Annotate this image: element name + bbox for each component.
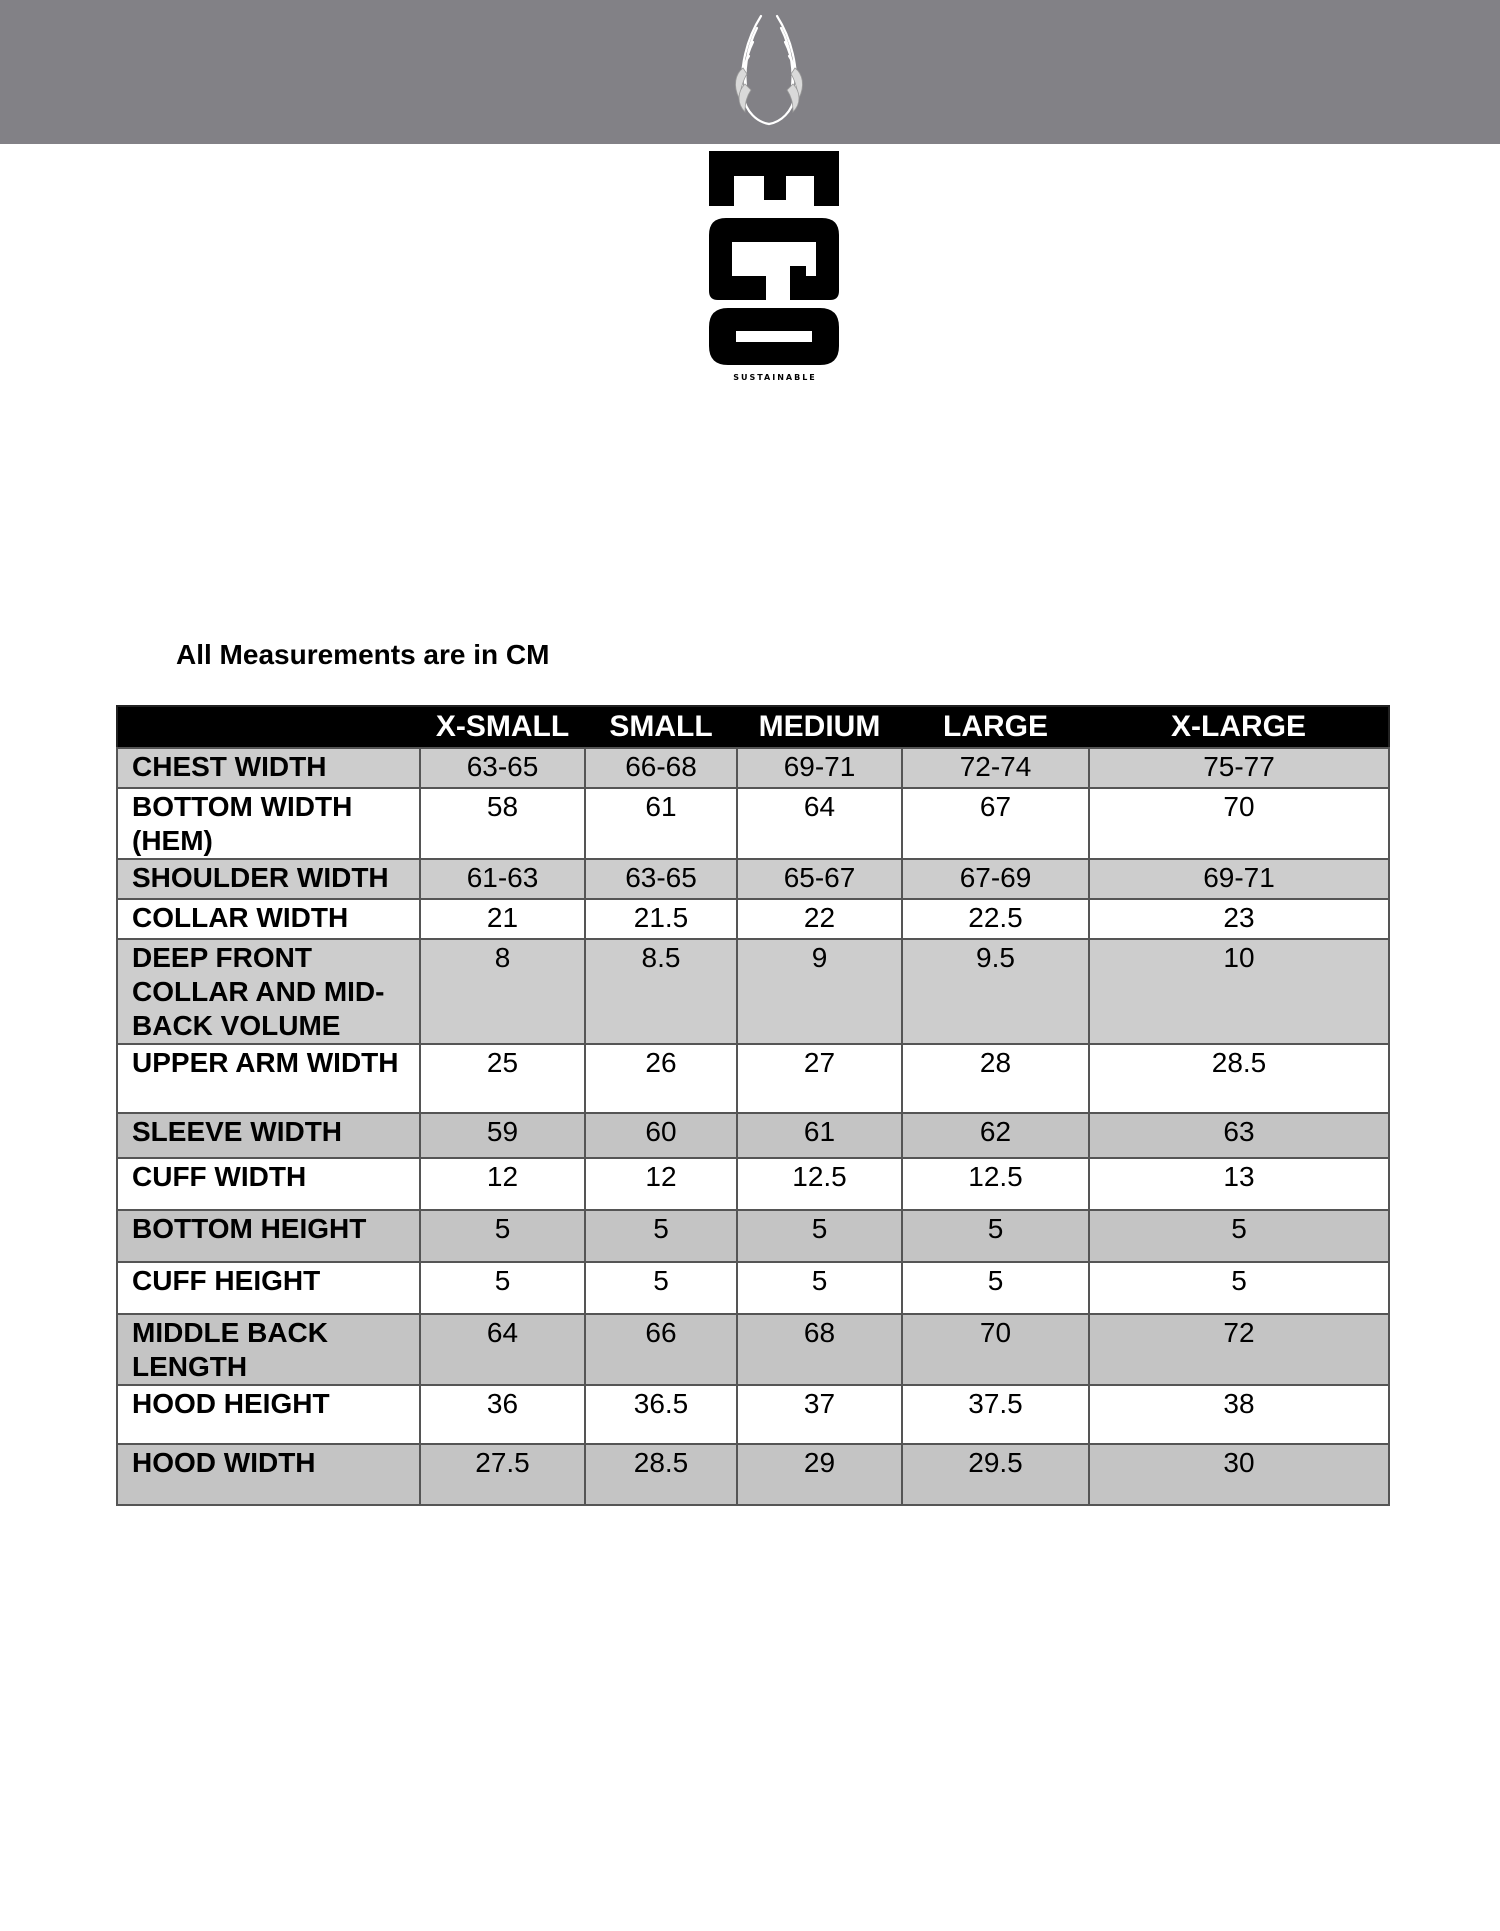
row-label: CUFF WIDTH	[117, 1158, 420, 1210]
table-row	[117, 1262, 1389, 1314]
table-row	[117, 748, 1389, 788]
cell-value: 69-71	[1089, 859, 1389, 899]
cell-value: 66-68	[585, 748, 737, 788]
table-row	[117, 788, 1389, 859]
measurement-note: All Measurements are in CM	[176, 639, 550, 670]
table-row	[117, 1158, 1389, 1210]
brand-tagline: SUSTAINABLE	[733, 373, 817, 382]
table-row	[117, 1444, 1389, 1505]
cell-value: 5	[420, 1210, 585, 1262]
cell-value: 5	[902, 1262, 1089, 1314]
cell-value: 23	[1089, 899, 1389, 939]
cell-value: 28.5	[585, 1444, 737, 1505]
cell-value: 63-65	[585, 859, 737, 899]
cell-value: 36	[420, 1385, 585, 1444]
cell-value: 28.5	[1089, 1044, 1389, 1113]
table-row	[117, 1314, 1389, 1385]
row-label: COLLAR WIDTH	[117, 899, 420, 939]
cell-value: 9	[737, 939, 902, 1044]
cell-value: 13	[1089, 1158, 1389, 1210]
cell-value: 21.5	[585, 899, 737, 939]
cell-value: 61-63	[420, 859, 585, 899]
cell-value: 30	[1089, 1444, 1389, 1505]
table-row	[117, 859, 1389, 899]
cell-value: 63	[1089, 1113, 1389, 1158]
row-label: BOTTOM HEIGHT	[117, 1210, 420, 1262]
cell-value: 60	[585, 1113, 737, 1158]
cell-value: 62	[902, 1113, 1089, 1158]
cell-value: 65-67	[737, 859, 902, 899]
cell-value: 70	[902, 1314, 1089, 1385]
cell-value: 64	[420, 1314, 585, 1385]
row-label: SLEEVE WIDTH	[117, 1113, 420, 1158]
cell-value: 68	[737, 1314, 902, 1385]
table-row	[117, 899, 1389, 939]
table-row	[117, 939, 1389, 1044]
cell-value: 37.5	[902, 1385, 1089, 1444]
cell-value: 70	[1089, 788, 1389, 859]
row-label: HOOD HEIGHT	[117, 1385, 420, 1444]
cell-value: 29	[737, 1444, 902, 1505]
cell-value: 28	[902, 1044, 1089, 1113]
cell-value: 63-65	[420, 748, 585, 788]
table-header-row	[117, 706, 1389, 748]
cell-value: 12	[585, 1158, 737, 1210]
cell-value: 12.5	[902, 1158, 1089, 1210]
cell-value: 26	[585, 1044, 737, 1113]
cell-value: 25	[420, 1044, 585, 1113]
cell-value: 38	[1089, 1385, 1389, 1444]
table-row	[117, 1385, 1389, 1444]
cell-value: 72	[1089, 1314, 1389, 1385]
cell-value: 67	[902, 788, 1089, 859]
cell-value: 9.5	[902, 939, 1089, 1044]
column-header-medium: MEDIUM	[737, 706, 902, 748]
cell-value: 21	[420, 899, 585, 939]
row-label: UPPER ARM WIDTH	[117, 1044, 420, 1113]
cell-value: 29.5	[902, 1444, 1089, 1505]
cell-value: 5	[737, 1262, 902, 1314]
cell-value: 69-71	[737, 748, 902, 788]
row-label: CHEST WIDTH	[117, 748, 420, 788]
size-chart-table	[116, 705, 1390, 1506]
column-header-label	[117, 706, 420, 748]
cell-value: 61	[585, 788, 737, 859]
row-label: SHOULDER WIDTH	[117, 859, 420, 899]
cell-value: 12	[420, 1158, 585, 1210]
table-row	[117, 1113, 1389, 1158]
cell-value: 5	[585, 1262, 737, 1314]
cell-value: 27.5	[420, 1444, 585, 1505]
table-row	[117, 1044, 1389, 1113]
row-label: BOTTOM WIDTH (HEM)	[117, 788, 420, 859]
cell-value: 5	[420, 1262, 585, 1314]
cell-value: 67-69	[902, 859, 1089, 899]
cell-value: 5	[585, 1210, 737, 1262]
row-label: MIDDLE BACK LENGTH	[117, 1314, 420, 1385]
table-row	[117, 1210, 1389, 1262]
row-label: HOOD WIDTH	[117, 1444, 420, 1505]
cell-value: 66	[585, 1314, 737, 1385]
cell-value: 8.5	[585, 939, 737, 1044]
row-label: CUFF HEIGHT	[117, 1262, 420, 1314]
row-label: DEEP FRONT COLLAR AND MID-BACK VOLUME	[117, 939, 420, 1044]
cell-value: 8	[420, 939, 585, 1044]
cell-value: 64	[737, 788, 902, 859]
column-header-large: LARGE	[902, 706, 1089, 748]
column-header-x-small: X-SMALL	[420, 706, 585, 748]
cell-value: 37	[737, 1385, 902, 1444]
cell-value: 22.5	[902, 899, 1089, 939]
cell-value: 36.5	[585, 1385, 737, 1444]
ego-wordmark-logo	[706, 148, 842, 368]
cell-value: 5	[1089, 1262, 1389, 1314]
cell-value: 72-74	[902, 748, 1089, 788]
cell-value: 5	[902, 1210, 1089, 1262]
cell-value: 5	[1089, 1210, 1389, 1262]
cell-value: 59	[420, 1113, 585, 1158]
cell-value: 27	[737, 1044, 902, 1113]
cell-value: 10	[1089, 939, 1389, 1044]
cell-value: 75-77	[1089, 748, 1389, 788]
column-header-small: SMALL	[585, 706, 737, 748]
wings-logo-icon	[721, 8, 817, 134]
column-header-x-large: X-LARGE	[1089, 706, 1389, 748]
cell-value: 58	[420, 788, 585, 859]
cell-value: 22	[737, 899, 902, 939]
cell-value: 61	[737, 1113, 902, 1158]
cell-value: 12.5	[737, 1158, 902, 1210]
cell-value: 5	[737, 1210, 902, 1262]
